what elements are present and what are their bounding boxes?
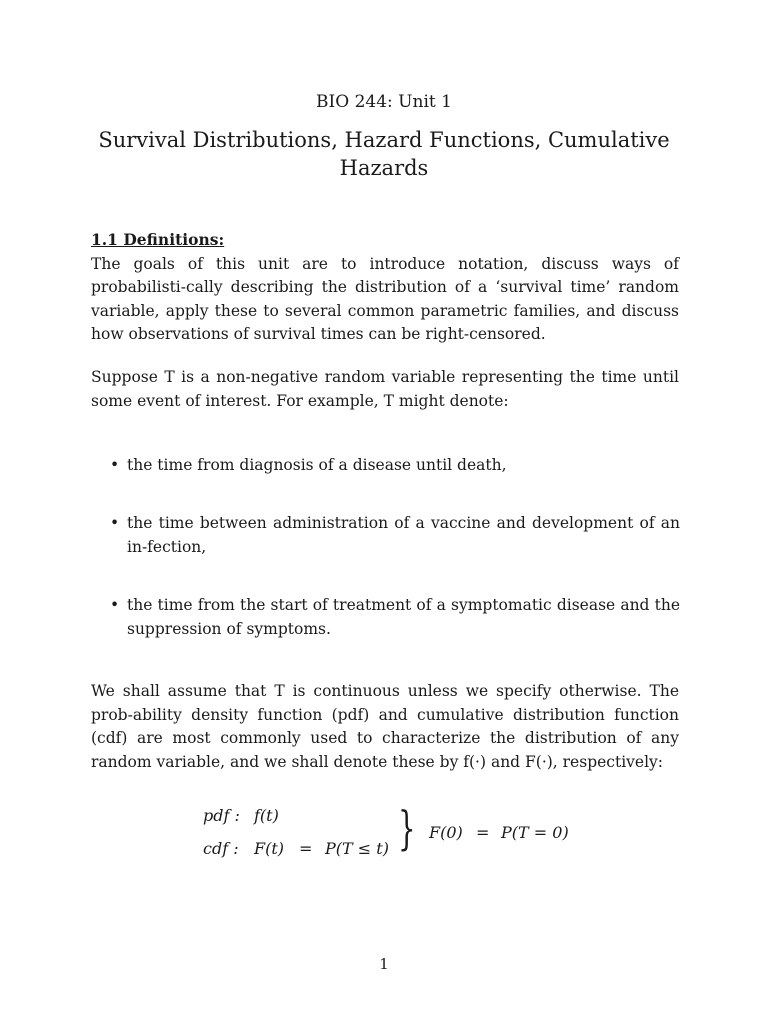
definitions-section (91, 228, 679, 347)
list-item-text: the time between administration of a vaccine and development of an in-fection, (127, 514, 680, 556)
intro-paragraph: The goals of this unit are to introduce notation, discuss ways of probabilisti-cally describing the distribution of a ‘survival time’ random variable, apply these to several common parametric families, and discuss how observations of survival times can be right-censored. (91, 254, 679, 343)
cdf-equals: = (299, 839, 313, 858)
pdf-label: pdf : (203, 806, 240, 825)
list-item-text: the time from the start of treatment of a symptomatic disease and the suppression of symptoms. (127, 596, 680, 638)
cdf-rhs: P(T ≤ t) (325, 839, 389, 858)
list-item-text: the time from diagnosis of a disease until death, (127, 456, 507, 474)
side-lhs: F(0) (429, 823, 463, 842)
page-number: 1 (379, 955, 389, 973)
course-header: BIO 244: Unit 1 (316, 92, 452, 112)
pdf-expression: f(t) (254, 806, 279, 825)
cdf-lhs: F(t) (254, 839, 285, 858)
bullet-icon: • (110, 456, 120, 474)
suppose-paragraph: Suppose T is a non-negative random variable representing the time until some event of interest. For example, T might denote: (91, 368, 679, 410)
bullet-icon: • (110, 596, 120, 614)
side-equals: = (476, 823, 490, 842)
right-brace: } (398, 801, 416, 855)
side-rhs: P(T = 0) (501, 823, 569, 842)
continuous-paragraph: We shall assume that T is continuous unless we specify otherwise. The prob-ability density function (pdf) and cumulative distribution function (cdf) are most commonly used to characterize the distribution of any random variable, and we shall denote these by f(·) and F(·), respectively: (91, 682, 679, 771)
list-item (110, 454, 680, 478)
list-item (110, 512, 680, 559)
document-title: Survival Distributions, Hazard Functions, Cumulative Hazards (98, 128, 670, 180)
cdf-label: cdf : (203, 839, 239, 858)
section-heading: 1.1 Definitions: (91, 230, 225, 249)
bullet-icon: • (110, 514, 120, 532)
list-item (110, 594, 680, 641)
